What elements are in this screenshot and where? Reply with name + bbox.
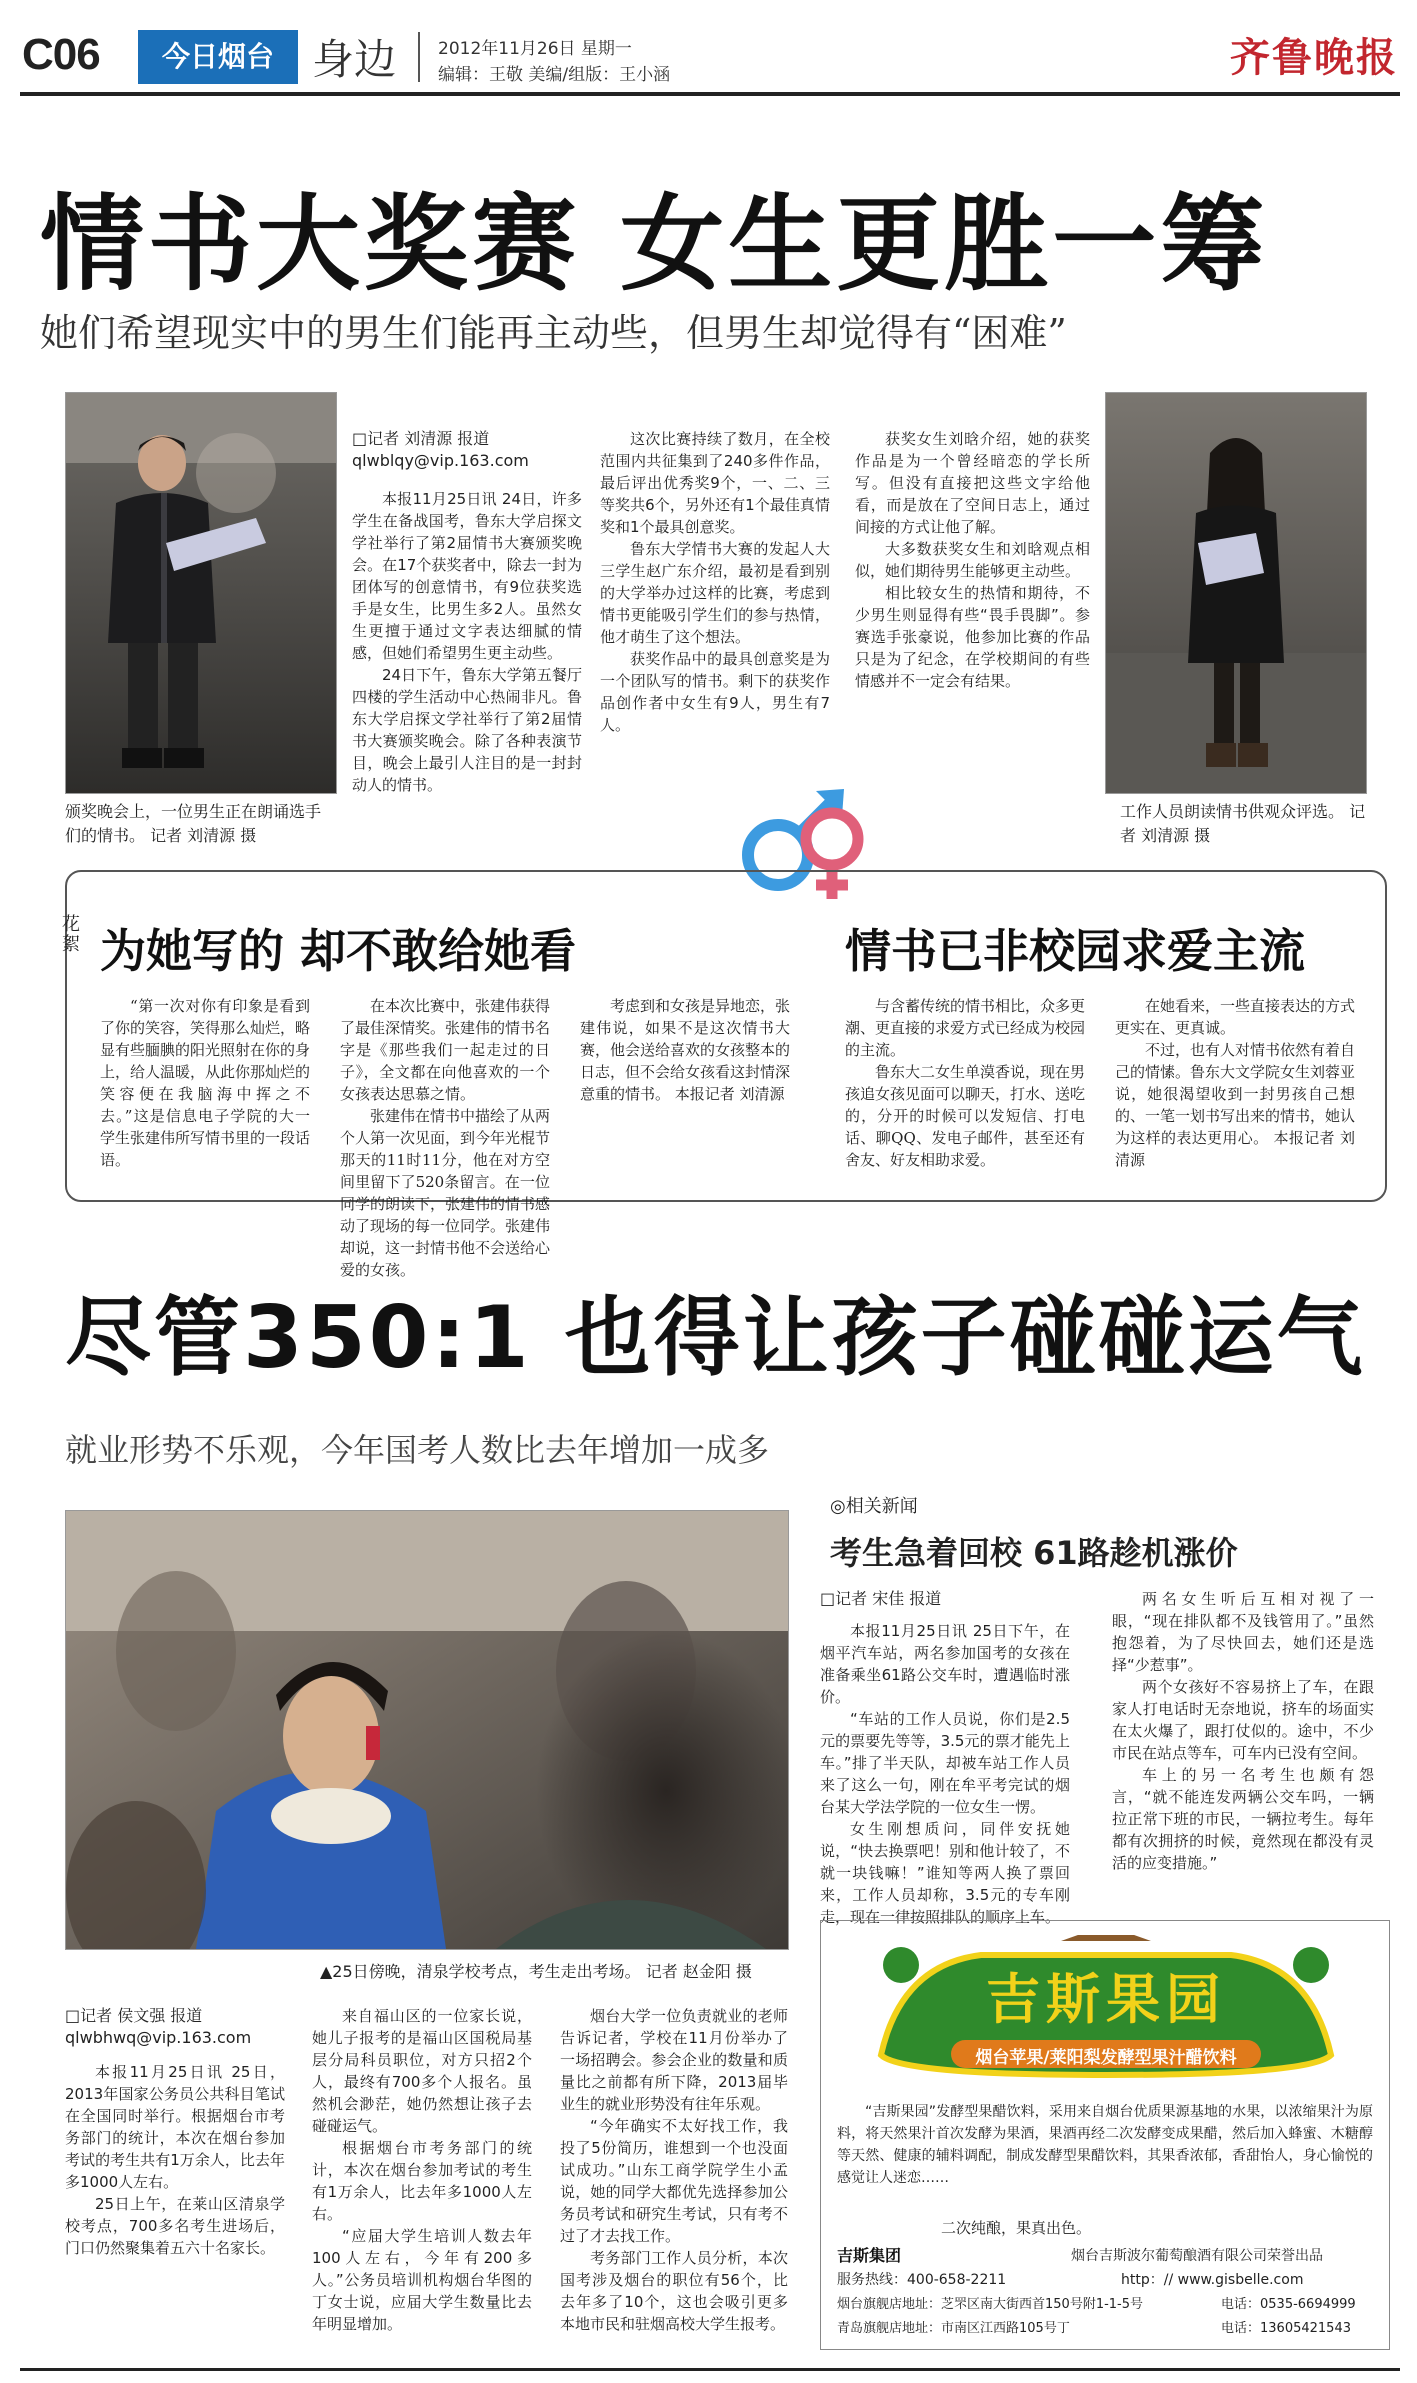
story2-photo-caption: ▲25日傍晚，清泉学校考点，考生走出考场。 记者 赵金阳 摄 <box>320 1962 752 1981</box>
story2-paragraph: 考务部门工作人员分析，本次国考涉及烟台的职位有56个，比去年多了10个，这也会吸引更多本地市民和驻烟高校大学生报考。 <box>560 2249 788 2333</box>
story2-paragraph: 根据烟台市考务部门的统计，本次在烟台参加考试的考生有1万余人，比去年多1000人左右。 <box>312 2139 532 2223</box>
story2-paragraph: 25日上午，在莱山区清泉学校考点，700多名考生进场后，门口仍然聚集着五六十名家长。 <box>65 2195 285 2257</box>
related-news-title: 考生急着回校 61路趁机涨价 <box>830 1534 1238 1572</box>
related-news-label: ◎相关新闻 <box>830 1496 918 1517</box>
story1-paragraph: 获奖女生刘晗介绍，她的获奖作品是为一个曾经暗恋的学长所写。但没有直接把这些文字给他看，而是放在了空间日志上，通过间接的方式让他了解。 <box>855 430 1090 536</box>
related-paragraph: 女生刚想质问，同伴安抚她说，“快去换票吧！别和他计较了，不就一块钱嘛！”谁知等两人换了票回来，工作人员却称，3.5元的专车刚走，现在一律按照排队的顺序上车。 <box>820 1820 1070 1926</box>
ad-body: “吉斯果园”发酵型果醋饮料，采用来自烟台优质果源基地的水果，以浓缩果汁为原料，将天然果汁首次发酵为果酒，果酒再经二次发酵变成果醋，然后加入蜂蜜、木糖醇等天然、健康的辅料调配，制成发酵型果醋饮料，其果香浓郁，香甜怡人，身心愉悦的感觉让人迷恋…… <box>837 2104 1373 2186</box>
story2-paragraph: 烟台大学一位负责就业的老师告诉记者，学校在11月份举办了一场招聘会。参会企业的数量和质量比之前都有所下降，2013届毕业生的就业形势没有往年乐观。 <box>560 2007 788 2113</box>
story1-byline: □记者 刘清源 报道 <box>352 429 490 448</box>
header-divider <box>418 32 420 82</box>
story2-subheadline: 就业形势不乐观，今年国考人数比去年增加一成多 <box>65 1431 770 1469</box>
footer-rule <box>20 2368 1400 2371</box>
story1-column-1 <box>352 428 582 796</box>
ad-store-1: 烟台旗舰店地址：芝罘区南大街西首150号附1-1-5号 <box>837 2297 1144 2312</box>
story1-paragraph: 相比较女生的热情和期待，不少男生则显得有些“畏手畏脚”。参赛选手张豪说，他参加比赛的作品只是为了纪念，在学校期间的有些情感并不一定会有结果。 <box>855 584 1090 690</box>
page-number: C06 <box>22 30 100 79</box>
story2-email: qlwbhwq@vip.163.com <box>65 2028 252 2047</box>
story1-paragraph: 大多数获奖女生和刘晗观点相似，她们期待男生能够更主动些。 <box>855 540 1090 580</box>
photo-male-reader <box>65 392 337 794</box>
related-paragraph: 本报11月25日讯 25日下午，在烟平汽车站，两名参加国考的女孩在准备乘坐61路公交车时，遭遇临时涨价。 <box>820 1622 1070 1706</box>
story1-paragraph: 24日下午，鲁东大学第五餐厅四楼的学生活动中心热闹非凡。鲁东大学启探文学社举行了第2届情书大赛颁奖晚会。除了各种表演节目，晚会上最引人注目的是一封封动人的情书。 <box>352 666 582 794</box>
story1-column-2 <box>600 428 830 736</box>
sidebar-left-title: 为她写的 却不敢给她看 <box>100 924 577 978</box>
ad-tagline: 烟台苹果/莱阳梨发酵型果汁醋饮料 <box>975 2048 1237 2068</box>
photo-right-caption: 工作人员朗读情书供观众评选。 记者 刘清源 摄 <box>1120 802 1366 845</box>
newspaper-masthead: 齐鲁晚报 <box>1230 34 1398 81</box>
ad-phone-1: 电话：0535-6694999 <box>1221 2297 1356 2312</box>
photo-left-caption: 颁奖晚会上，一位男生正在朗诵选手们的情书。 记者 刘清源 摄 <box>65 802 322 845</box>
story2-column-2 <box>312 2005 532 2335</box>
sidebar-left-column-1 <box>100 995 310 1171</box>
header-rule <box>20 92 1400 96</box>
section-title: 身边 <box>312 35 397 84</box>
photo-female-reader <box>1105 392 1367 794</box>
ad-phone-2: 电话：13605421543 <box>1221 2321 1351 2336</box>
section-badge: 今日烟台 <box>138 30 298 84</box>
story2-byline: □记者 侯文强 报道 <box>65 2006 203 2025</box>
ad-store-2: 青岛旗舰店地址：市南区江西路105号丁 <box>837 2321 1070 2336</box>
story2-paragraph: “应届大学生培训人数去年100人左右，今年有200多人。”公务员培训机构烟台华图的丁女士说，应届大学生数量比去年明显增加。 <box>312 2227 532 2333</box>
sidebar-paragraph: 不过，也有人对情书依然有着自己的情愫。鲁东大文学院女生刘蓉亚说，她很渴望收到一封男孩自己想的、一笔一划书写出来的情书，她认为这样的表达更用心。 本报记者 刘清源 <box>1115 1041 1356 1169</box>
sidebar-paragraph: 在她看来，一些直接表达的方式更实在、更真诚。 <box>1115 997 1356 1037</box>
sidebar-paragraph: 考虑到和女孩是异地恋，张建伟说，如果不是这次情书大赛，他会送给喜欢的女孩整本的日志，但不会给女孩看这封情深意重的情书。 本报记者 刘清源 <box>580 997 791 1103</box>
story2-paragraph: “今年确实不太好找工作，我投了5份简历，谁想到一个也没面试成功。”山东工商学院学生小孟说，她的同学大都优先选择参加公务员考试和研究生考试，只有考不过了才去找工作。 <box>560 2117 788 2245</box>
story1-paragraph: 这次比赛持续了数月，在全校范围内共征集到了240多件作品，最后评出优秀奖9个，一、二、三等奖共6个，另外还有1个最佳真情奖和1个最具创意奖。 <box>600 430 830 536</box>
story1-headline: 情书大奖赛 女生更胜一筹 <box>40 183 1269 305</box>
related-byline: □记者 宋佳 报道 <box>820 1589 942 1608</box>
sidebar-right-column-1 <box>845 995 1085 1171</box>
ad-company-short: 吉斯集团 <box>837 2246 902 2265</box>
related-column-2 <box>1112 1588 1374 1874</box>
related-paragraph: 车上的另一名考生也颇有怨言，“就不能连发两辆公交车吗，一辆拉正常下班的市民，一辆拉考生。每年都有次拥挤的时候，竟然现在都没有灵活的应变措施。” <box>1112 1766 1374 1872</box>
sidebar-paragraph: 在本次比赛中，张建伟获得了最佳深情奖。张建伟的情书名字是《那些我们一起走过的日子》，全文都在向他喜欢的一个女孩表达思慕之情。 <box>340 997 551 1103</box>
ad-brand: 吉斯果园 <box>986 1968 1226 2031</box>
story2-column-3 <box>560 2005 788 2335</box>
ad-hotline: 服务热线：400-658-2211 <box>837 2272 1007 2288</box>
story2-paragraph: 本报11月25日讯 25日，2013年国家公务员公共科目笔试在全国同时举行。根据烟台市考务部门的统计，本次在烟台参加考试的考生共有1万余人，比去年多1000人左右。 <box>65 2063 285 2191</box>
issue-date: 2012年11月26日 星期一 <box>438 39 632 59</box>
sidebar-paragraph: 鲁东大二女生单漠香说，现在男孩追女孩见面可以聊天，打水、送吃的，分开的时候可以发短信、打电话、聊QQ、发电子邮件，甚至还有舍友、好友相助求爱。 <box>845 1063 1086 1169</box>
sidebar-tag: 花絮 <box>62 914 80 955</box>
sidebar-right-title: 情书已非校园求爱主流 <box>845 924 1305 978</box>
story2-headline: 尽管350:1 也得让孩子碰碰运气 <box>65 1288 1366 1388</box>
story1-column-3 <box>855 428 1090 692</box>
editor-credits: 编辑：王敬 美编/组版：王小涵 <box>438 65 671 85</box>
ad-slogan: 二次纯酿，果真出色。 <box>941 2219 1092 2237</box>
related-column-1 <box>820 1588 1070 1928</box>
sidebar-left-column-2 <box>340 995 550 1281</box>
sidebar-right-column-2 <box>1115 995 1355 1171</box>
sidebar-paragraph: 张建伟在情书中描绘了从两个人第一次见面，到今年光棍节那天的11时11分，他在对方空间里留下了520条留言。在一位同学的朗读下，张建伟的情书感动了现场的每一位同学。张建伟却说，这一封情书他不会送给心爱的女孩。 <box>340 1107 551 1279</box>
story1-email: qlwblqy@vip.163.com <box>352 451 529 470</box>
ad-company-full: 烟台吉斯波尔葡萄酿酒有限公司荣誉出品 <box>1071 2248 1323 2264</box>
sidebar-left-column-3 <box>580 995 790 1105</box>
related-paragraph: 两名女生听后互相对视了一眼，“现在排队都不及钱管用了。”虽然抱怨着，为了尽快回去，她们还是选择“少惹事”。 <box>1112 1590 1374 1674</box>
photo-exam-crowd <box>65 1510 789 1950</box>
story2-column-1 <box>65 2005 285 2259</box>
ad-website[interactable]: http：// www.gisbelle.com <box>1121 2272 1304 2288</box>
related-paragraph: “车站的工作人员说，你们是2.5元的票要先等等，3.5元的票才能先上车。”排了半天队，却被车站工作人员来了这么一句，刚在牟平考完试的烟台某大学法学院的一位女生一愣。 <box>820 1710 1070 1816</box>
story1-paragraph: 鲁东大学情书大赛的发起人大三学生赵广东介绍，最初是看到别的大学举办过这样的比赛，考虑到情书更能吸引学生们的参与热情，他才萌生了这个想法。 <box>600 540 830 646</box>
story1-paragraph: 获奖作品中的最具创意奖是为一个团队写的情书。剩下的获奖作品创作者中女生有9人，男生有7人。 <box>600 650 830 734</box>
related-paragraph: 两个女孩好不容易挤上了车，在跟家人打电话时无奈地说，挤车的场面实在太火爆了，跟打仗似的。途中，不少市民在站点等车，可车内已没有空间。 <box>1112 1678 1374 1762</box>
story1-subheadline: 她们希望现实中的男生们能再主动些，但男生却觉得有“困难” <box>40 311 1067 355</box>
advertisement <box>820 1920 1390 2350</box>
story1-paragraph: 本报11月25日讯 24日，许多学生在备战国考，鲁东大学启探文学社举行了第2届情书大赛颁奖晚会。在17个获奖者中，除去一封为团体写的创意情书，有9位获奖选手是女生，比男生多2人。虽然女生更擅于通过文字表达细腻的情感，但她们希望男生更主动些。 <box>352 490 582 662</box>
sidebar-paragraph: 与含蓄传统的情书相比，众多更潮、更直接的求爱方式已经成为校园的主流。 <box>845 997 1086 1059</box>
story2-paragraph: 来自福山区的一位家长说，她儿子报考的是福山区国税局基层分局科员职位，对方只招2个人，最终有700多个人报名。虽然机会渺茫，她仍然想让孩子去碰碰运气。 <box>312 2007 532 2135</box>
sidebar-paragraph: “第一次对你有印象是看到了你的笑容，笑得那么灿烂，略显有些腼腆的阳光照射在你的身上，给人温暖，从此你那灿烂的笑容便在我脑海中挥之不去。”这是信息电子学院的大一学生张建伟所写情书里的一段话语。 <box>100 997 311 1169</box>
